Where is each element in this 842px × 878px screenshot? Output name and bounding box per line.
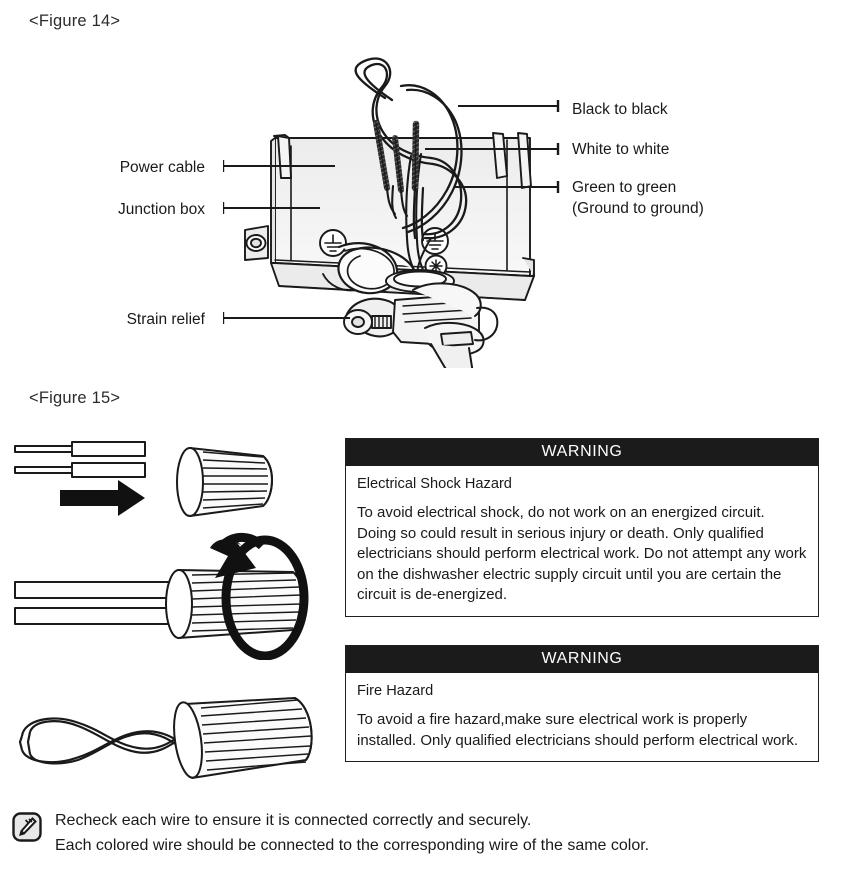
note-text xyxy=(55,808,649,858)
strain-relief-clamp xyxy=(344,283,497,368)
warning-subtitle-1: Electrical Shock Hazard xyxy=(357,476,512,492)
figure-15-caption: <Figure 15> xyxy=(29,389,121,407)
figure-14-caption: <Figure 14> xyxy=(29,12,121,30)
callout-power-cable: Power cable xyxy=(119,159,205,176)
fig15-step-twisted-wires-capped xyxy=(10,680,335,795)
callout-strain-relief: Strain relief xyxy=(126,311,205,328)
leader-line-strain-relief xyxy=(223,312,358,324)
warning-text-1: To avoid electrical shock, do not work on an energized circuit. Doing so could result in serious injury or death. Only qualified electricians should perform electrical work. Do not attempt any work on the dishwasher electric supply circuit until you are certain the circuit is de-energized. xyxy=(357,504,807,603)
leader-line-white-to-white xyxy=(425,143,568,155)
note-block xyxy=(12,808,832,858)
warning-box-fire-hazard xyxy=(345,645,819,762)
warning-subtitle-2: Fire Hazard xyxy=(357,683,434,699)
earth-ground-icon-right xyxy=(422,228,448,254)
leader-line-power-cable xyxy=(223,160,343,172)
callout-black-to-black: Black to black xyxy=(572,101,668,118)
warning-header-2: WARNING xyxy=(346,646,818,673)
note-line-1: Recheck each wire to ensure it is connected correctly and securely. xyxy=(55,812,532,829)
leader-line-green-to-green xyxy=(455,181,568,193)
callout-white-to-white: White to white xyxy=(572,141,670,158)
wire-nut xyxy=(177,448,272,516)
note-icon-wrap xyxy=(12,812,42,847)
warning-box-electrical-shock xyxy=(345,438,819,617)
callout-junction-box: Junction box xyxy=(117,201,205,218)
fig15-step-wires-and-wire-nut xyxy=(10,432,335,527)
warning-body-1 xyxy=(346,466,818,616)
callout-ground-to-ground: (Ground to ground) xyxy=(572,200,704,217)
fig15-step-twisting-wire-nut xyxy=(10,530,335,660)
earth-ground-icon-left xyxy=(320,230,346,256)
twisted-wires xyxy=(20,718,190,763)
warning-text-2: To avoid a fire hazard,make sure electrical work is properly installed. Only qualified electricians should perform electrical work. xyxy=(357,711,799,749)
note-pen-icon xyxy=(12,812,42,842)
straight-arrow-right-icon xyxy=(60,480,145,516)
callout-green-to-green: Green to green xyxy=(572,179,677,196)
warning-body-2 xyxy=(346,673,818,761)
leader-line-junction-box xyxy=(223,202,328,214)
note-line-2: Each colored wire should be connected to the corresponding wire of the same color. xyxy=(55,837,650,854)
leader-line-black-to-black xyxy=(458,100,568,112)
warning-header-1: WARNING xyxy=(346,439,818,466)
wire-nut xyxy=(170,698,312,779)
